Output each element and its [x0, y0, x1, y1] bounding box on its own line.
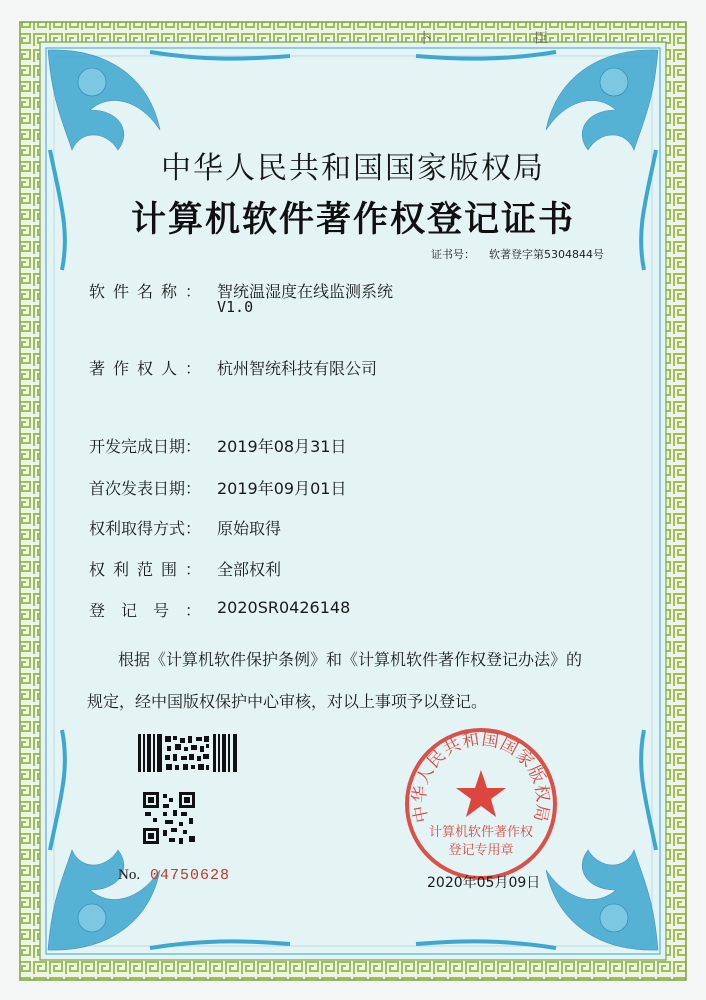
certificate-number-label: 证书号：: [431, 248, 475, 261]
certificate-number-value: 软著登字第5304844号: [489, 248, 604, 261]
seal-inner-line-1: 计算机软件著作权: [428, 825, 534, 840]
field-label: 软件名称：: [89, 282, 201, 301]
barcode-image: [138, 734, 240, 772]
field-value: 原始取得: [217, 519, 282, 538]
seal-inner-line-2: 登记专用章: [448, 843, 514, 858]
field-value: 智统温湿度在线监测系统: [217, 282, 394, 301]
software-version: V1.0: [217, 298, 254, 316]
certificate-number: [431, 246, 604, 262]
field-label: 著作权人：: [89, 359, 201, 378]
issue-date: 2020年05月09日: [427, 875, 541, 891]
field-value: 全部权利: [217, 560, 282, 579]
field-label: 登记号：: [89, 601, 201, 620]
official-seal: [401, 724, 561, 884]
field-label: 权利取得方式：: [89, 519, 202, 538]
qr-code-image: [143, 792, 195, 844]
statement-line-2: 规定，经中国版权保护中心审核，对以上事项予以登记。: [87, 692, 488, 711]
field-label: 首次发表日期：: [89, 479, 202, 498]
field-value: 杭州智统科技有限公司: [217, 359, 378, 378]
seal-outer-text: 中华人民共和国国家版权局: [409, 729, 553, 825]
statement-line-1: 根据《计算机软件保护条例》和《计算机软件著作权登记办法》的: [118, 650, 583, 669]
stray-mark-1: 卜: [418, 31, 432, 47]
field-label: 权利范围：: [89, 560, 201, 579]
certificate-title: 计算机软件著作权登记证书: [130, 199, 575, 240]
serial-number-value: 04750628: [150, 867, 231, 884]
issuer-title: 中华人民共和国国家版权局: [161, 151, 545, 186]
field-value: 2020SR0426148: [217, 598, 351, 617]
stray-mark-2: 臣: [534, 31, 548, 47]
field-label: 开发完成日期：: [89, 437, 202, 456]
field-value: 2019年08月31日: [217, 437, 347, 456]
field-value: 2019年09月01日: [217, 479, 347, 498]
serial-number-label: No.: [118, 867, 141, 883]
